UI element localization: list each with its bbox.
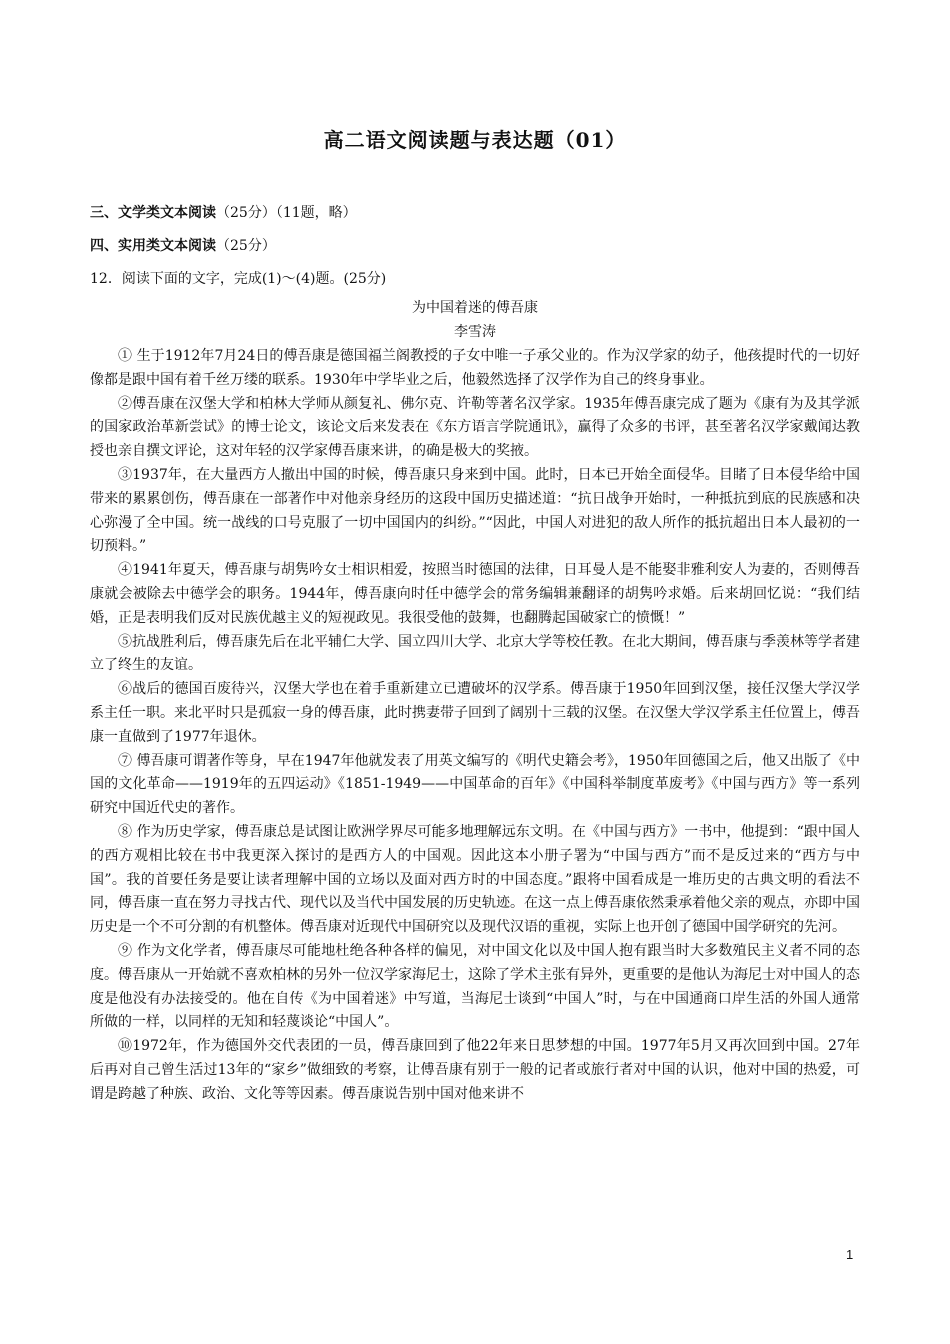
section-3-note: （25分）（11题，略） — [216, 205, 357, 221]
page-title: 高二语文阅读题与表达题（01） — [323, 128, 627, 152]
page-number: 1 — [846, 1247, 854, 1262]
article-title: 为中国着迷的傅吾康 — [412, 300, 538, 316]
paragraph-7: ⑦ 傅吾康可谓著作等身，早在1947年他就发表了用英文编写的《明代史籍会考》，1950年回德国之后，他又出版了《中国的文化革命——1919年的五四运动》《1851-1949——中国革命的百年》《中国科举制度革废考》《中国与西方》等一系列研究中国近代史的著作。 — [90, 752, 860, 817]
question-prompt: 12．阅读下面的文字，完成(1)～(4)题。(25分) — [90, 271, 387, 287]
paragraph-8: ⑧ 作为历史学家，傅吾康总是试图让欧洲学界尽可能多地理解远东文明。在《中国与西方》一书中，他提到：“跟中国人的西方观相比较在书中我更深入探讨的是西方人的中国观。因此这本小册子署为“中国与西方”而不是反过来的“西方与中国”。我的首要任务是要让读者理解中国的立场以及面对西方时的中国态度。”跟将中国看成是一堆历史的古典文明的看法不同，傅吾康一直在努力寻找古代、现代以及当代中国发展的历史轨迹。在这一点上傅吾康依然秉承着他父亲的观点，亦即中国历史是一个不可分割的有机整体。傅吾康对近现代中国研究以及现代汉语的重视，实际上也开创了德国中国学研究的先河。 — [90, 823, 860, 936]
section-4-note: （25分） — [216, 238, 276, 254]
article-body — [90, 345, 860, 1107]
paragraph-5: ⑤抗战胜利后，傅吾康先后在北平辅仁大学、国立四川大学、北京大学等校任教。在北大期间，傅吾康与季羡林等学者建立了终生的友谊。 — [90, 633, 860, 674]
section-3-label: 三、文学类文本阅读 — [90, 205, 216, 221]
paragraph-9: ⑨ 作为文化学者，傅吾康尽可能地杜绝各种各样的偏见，对中国文化以及中国人抱有跟当时大多数殖民主义者不同的态度。傅吾康从一开始就不喜欢柏林的另外一位汉学家海尼士，这除了学术主张有异外，更重要的是他认为海尼士对中国人的态度是他没有办法接受的。他在自传《为中国着迷》中写道，当海尼士谈到“中国人”时，与在中国通商口岸生活的外国人通常所做的一样，以同样的无知和轻蔑谈论“中国人”。 — [90, 942, 860, 1031]
paragraph-2: ②傅吾康在汉堡大学和柏林大学师从颜复礼、佛尔克、许勒等著名汉学家。1935年傅吾康完成了题为《康有为及其学派的国家政治革新尝试》的博士论文，该论文后来发表在《东方语言学院通讯》，赢得了众多的书评，甚至著名汉学家戴闻达教授也亲自撰文评论，这对年轻的汉学家傅吾康来讲，的确是极大的奖掖。 — [90, 395, 860, 460]
paragraph-4: ④1941年夏天，傅吾康与胡隽吟女士相识相爱，按照当时德国的法律，日耳曼人是不能娶非雅利安人为妻的，否则傅吾康就会被除去中德学会的职务。1944年，傅吾康向时任中德学会的常务编辑兼翻译的胡隽吟求婚。后来胡回忆说：“我们结婚，正是表明我们反对民族优越主义的短视政见。我很受他的鼓舞，也翻腾起国破家亡的愤慨！” — [90, 562, 860, 626]
paragraph-10: ⑩1972年，作为德国外交代表团的一员，傅吾康回到了他22年来日思梦想的中国。1977年5月又再次回到中国。27年后再对自己曾生活过13年的“家乡”做细致的考察，让傅吾康有别于一般的记者或旅行者对中国的认识，他对中国的热爱，可谓是跨越了种族、政治、文化等等因素。傅吾康说告别中国对他来讲不 — [90, 1038, 860, 1102]
section-4-heading — [90, 235, 276, 255]
section-4-label: 四、实用类文本阅读 — [90, 238, 216, 254]
paragraph-3: ③1937年，在大量西方人撤出中国的时候，傅吾康只身来到中国。此时，日本已开始全面侵华。目睹了日本侵华给中国带来的累累创伤，傅吾康在一部著作中对他亲身经历的这段中国历史描述道：“抗日战争开始时，一种抵抗到底的民族感和决心弥漫了全中国。统一战线的口号克服了一切中国国内的纠纷。”“因此，中国人对进犯的敌人所作的抵抗超出日本人最初的一切预料。” — [90, 466, 860, 555]
paragraph-1: ① 生于1912年7月24日的傅吾康是德国福兰阁教授的子女中唯一子承父业的。作为汉学家的幼子，他孩提时代的一切好像都是跟中国有着千丝万缕的联系。1930年中学毕业之后，他毅然选择了汉学作为自己的终身事业。 — [90, 348, 860, 388]
section-3-heading — [90, 202, 357, 222]
paragraph-6: ⑥战后的德国百废待兴，汉堡大学也在着手重新建立已遭破坏的汉学系。傅吾康于1950年回到汉堡，接任汉堡大学汉学系主任一职。来北平时只是孤寂一身的傅吾康，此时携妻带子回到了阔别十三载的汉堡。在汉堡大学汉学系主任位置上，傅吾康一直做到了1977年退休。 — [90, 681, 860, 745]
article-author: 李雪涛 — [454, 324, 496, 340]
